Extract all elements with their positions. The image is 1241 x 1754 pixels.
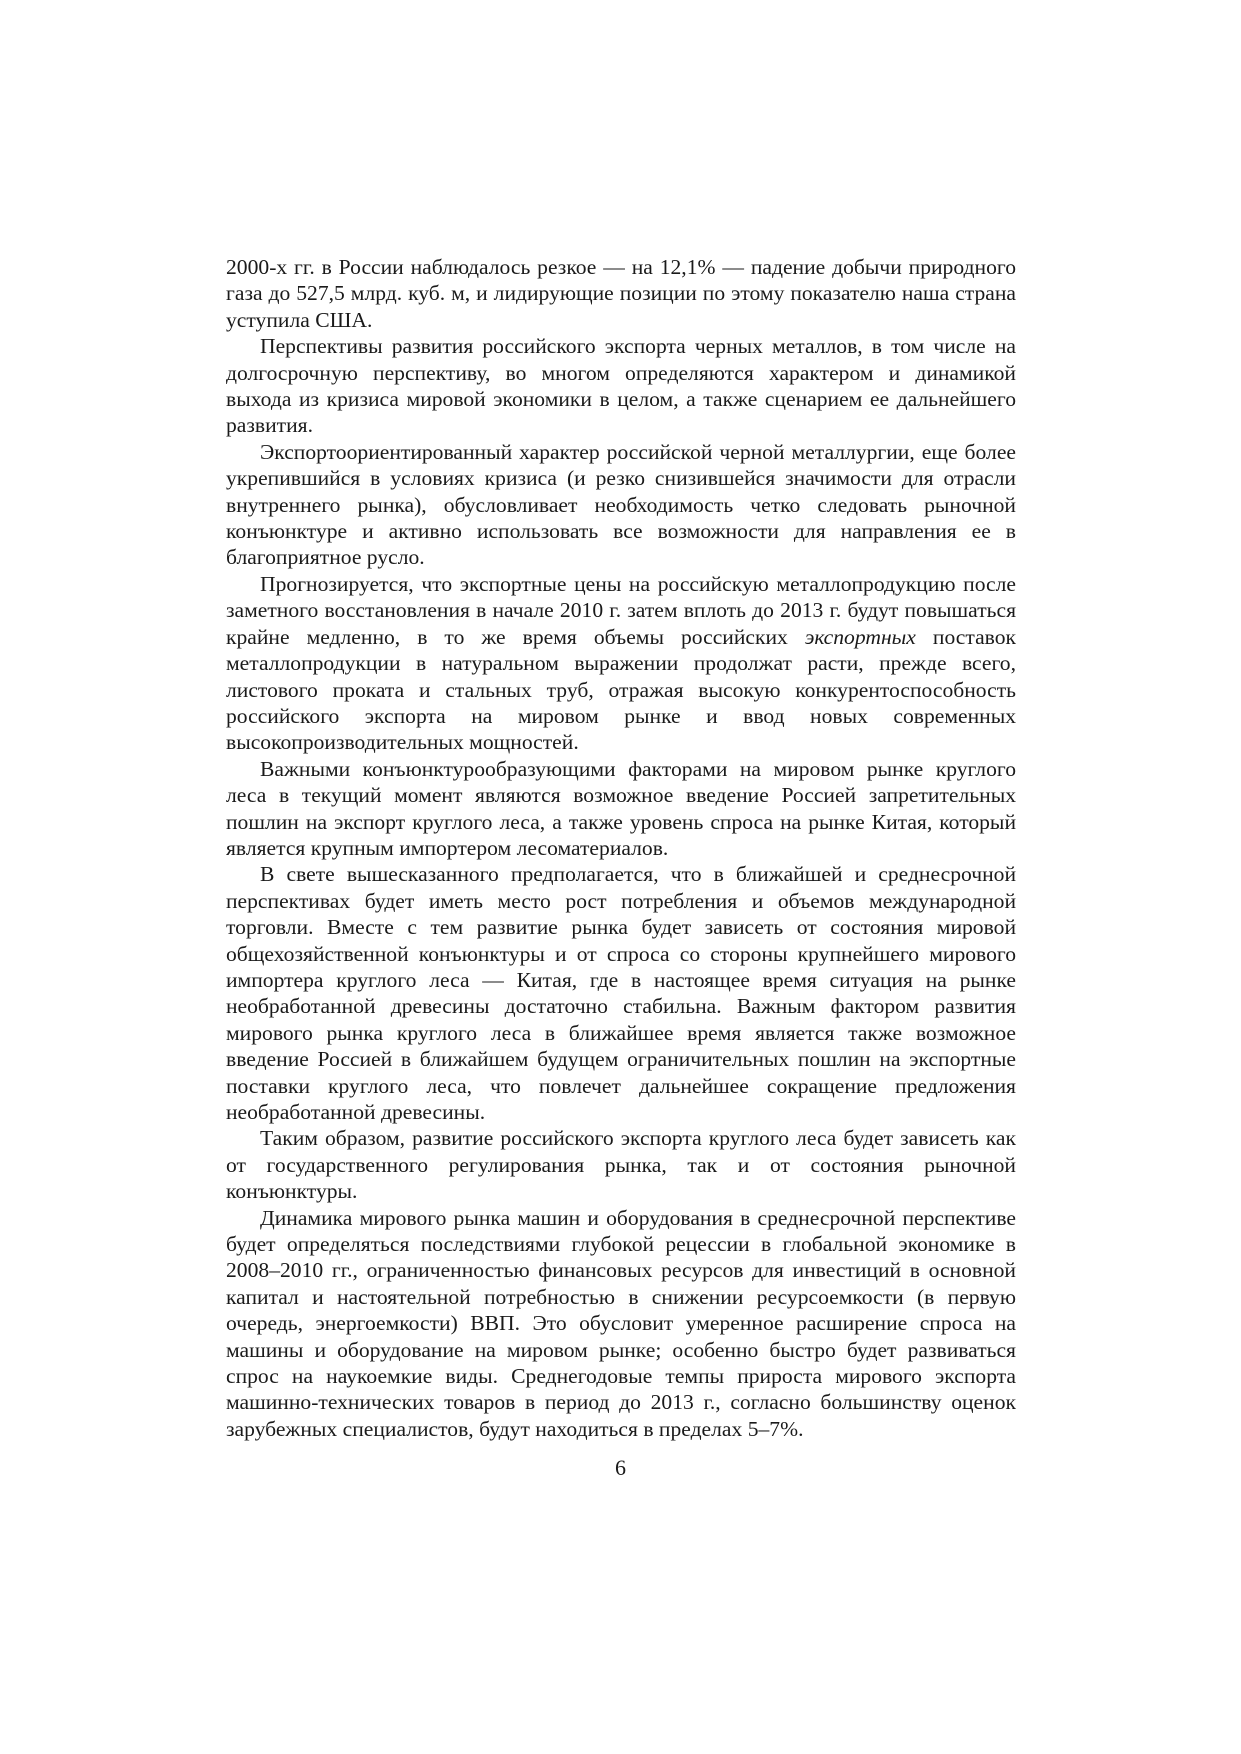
paragraph-4 — [226, 571, 1016, 756]
paragraph-4-before: Прогнозируется, что экспортные цены на российскую металлопродукцию после заметного восстановления в начале 2010 г. затем вплоть до 2013 г. будут повышаться крайне медленно, в то же время объемы российских — [226, 571, 1016, 649]
paragraph-5: Важными конъюнктурообразующими факторами на мировом рынке круглого леса в текущий момент являются возможное введение Россией запретительных пошлин на экспорт круглого леса, а также уровень спроса на рынке Китая, который является крупным импортером лесоматериалов. — [226, 756, 1016, 860]
paragraph-8: Динамика мирового рынка машин и оборудования в среднесрочной перспективе будет определяться последствиями глубокой рецессии в глобальной экономике в 2008–2010 гг., ограниченностью финансовых ресурсов для инвестиций в основной капитал и настоятельной потребностью в снижении ресурсоемкости (в первую очередь, энергоемкости) ВВП. Это обусловит умеренное расширение спроса на машины и оборудование на мировом рынке; особенно быстро будет развиваться спрос на наукоемкие виды. Среднегодовые темпы прироста мирового экспорта машинно-технических товаров в период до 2013 г., согласно большинству оценок зарубежных специалистов, будут находиться в пределах 5–7%. — [226, 1205, 1016, 1441]
paragraph-2: Перспективы развития российского экспорта черных металлов, в том числе на долгосрочную перспективу, во многом определяются характером и динамикой выхода из кризиса мировой экономики в целом, а также сценарием ее дальнейшего развития. — [226, 334, 1016, 438]
paragraph-7: Таким образом, развитие российского экспорта круглого леса будет зависеть как от государственного регулирования рынка, так и от состояния рыночной конъюнктуры. — [226, 1126, 1016, 1204]
page-number: 6 — [615, 1455, 626, 1480]
paragraph-6: В свете вышесказанного предполагается, что в ближайшей и среднесрочной перспективах будет иметь место рост потребления и объемов международной торговли. Вместе с тем развитие рынка будет зависеть от состояния мировой общехозяйственной конъюнктуры и от спроса со стороны крупнейшего мирового импортера круглого леса — Китая, где в настоящее время ситуация на рынке необработанной древесины достаточно стабильна. Важным фактором развития мирового рынка круглого леса в ближайшее время является также возможное введение Россией в ближайшем будущем ограничительных пошлин на экспортные поставки круглого леса, что повлечет дальнейшее сокращение предложения необработанной древесины. — [226, 862, 1016, 1124]
paragraph-3: Экспортоориентированный характер российской черной металлургии, еще более укрепившийся в условиях кризиса (и резко снизившейся значимости для отрасли внутреннего рынка), обусловливает необходимость четко следовать рыночной конъюнктуре и активно использовать все возможности для направления ее в благоприятное русло. — [226, 439, 1016, 570]
paragraph-4-after: поставок металлопродукции в натуральном выражении продолжат расти, прежде всего, листового проката и стальных труб, отражая высокую конкурентоспособность российского экспорта на мировом рынке и ввод новых современных высокопроизводительных мощностей. — [226, 624, 1016, 755]
paragraph-1: 2000-х гг. в России наблюдалось резкое — на 12,1% — падение добычи природного газа до 527,5 млрд. куб. м, и лидирующие позиции по этому показателю наша страна уступила США. — [226, 255, 1016, 332]
body-text — [226, 254, 1016, 1442]
paragraph-4-emphasis: экспортных — [804, 624, 916, 649]
